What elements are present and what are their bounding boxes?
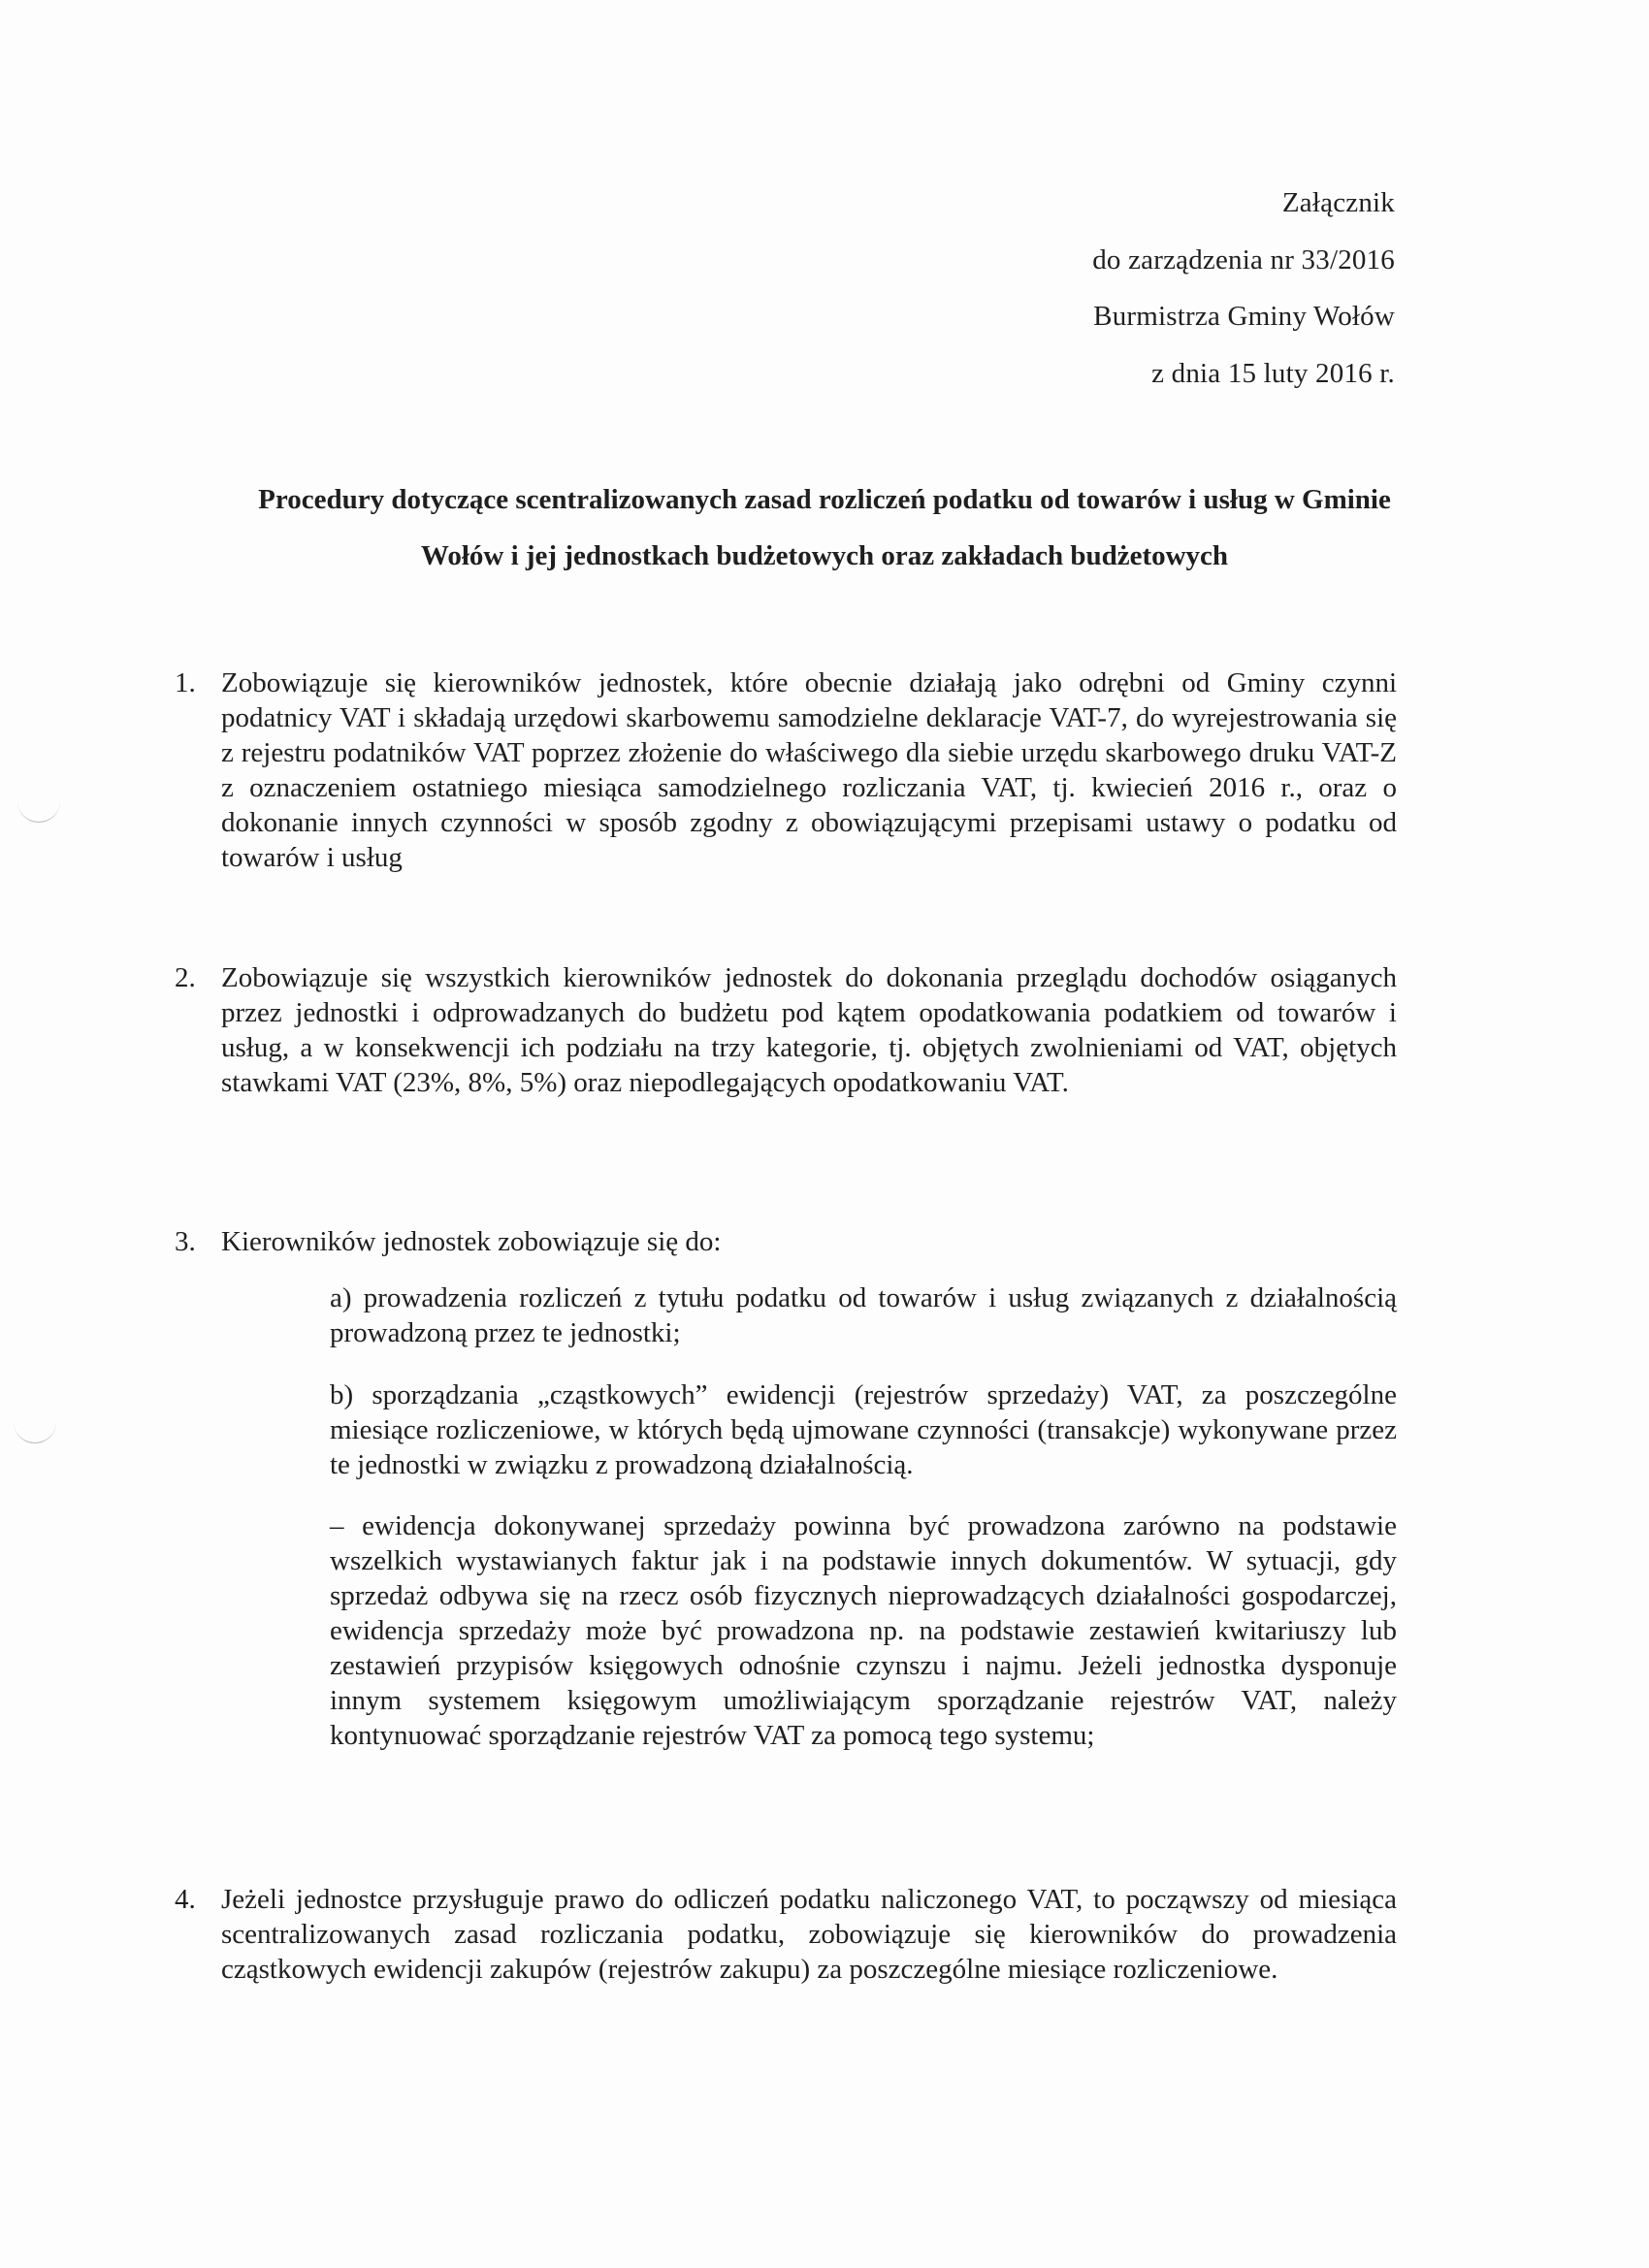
list-item-4 — [175, 1882, 1397, 1987]
issuer-name: Burmistrza Gminy Wołów — [1093, 301, 1395, 332]
list-item-number: 1. — [175, 667, 196, 698]
punch-hole-mark — [14, 1421, 56, 1443]
list-item-number: 2. — [175, 962, 196, 993]
attachment-header — [1092, 175, 1395, 402]
list-item-number: 4. — [175, 1884, 196, 1915]
sub-item-dash: – ewidencja dokonywanej sprzedaży powinna być prowadzona zarówno na podstawie wszelkich wystawianych faktur jak i na podstawie innych dokumentów. W sytuacji, gdy sprzedaż odbywa się na rzecz osób fizycznych nieprowadzących działalności gospodarczej, ewidencja sprzedaży może być prowadzona np. na podstawie zestawień kwitariuszy lub zestawień przypisów księgowych odnośnie czynszu i najmu. Jeżeli jednostka dysponuje innym systemem księgowym umożliwiającym sporządzanie rejestrów VAT, należy kontynuować sporządzanie rejestrów VAT za pomocą tego systemu; — [330, 1510, 1397, 1751]
list-item-3 — [175, 1224, 1397, 1259]
ordinance-reference: do zarządzenia nr 33/2016 — [1092, 243, 1395, 275]
title-line-1: Procedury dotyczące scentralizowanych zasad rozliczeń podatku od towarów i usług w Gminie — [258, 484, 1391, 515]
sub-item-b: b) sporządzania „cząstkowych” ewidencji (rejestrów sprzedaży) VAT, za poszczególne miesiące rozliczeniowe, w których będą ujmowane czynności (transakcje) wykonywane przez te jednostki w związku z prowadzoną działalnością. — [330, 1379, 1397, 1480]
attachment-label: Załącznik — [1281, 187, 1395, 218]
list-item-number: 3. — [175, 1226, 196, 1257]
list-item-text: Zobowiązuje się kierowników jednostek, które obecnie działają jako odrębni od Gminy czynni podatnicy VAT i składają urzędowi skarbowemu samodzielne deklaracje VAT-7, do wyrejestrowania się z rejestru podatników VAT poprzez złożenie do właściwego dla siebie urzędu skarbowego druku VAT-Z z oznaczeniem ostatniego miesiąca samodzielnego rozliczania VAT, tj. kwiecień 2016 r., oraz o dokonanie innych czynności w sposób zgodny z obowiązującymi przepisami ustawy o podatku od towarów i usług — [221, 667, 1397, 873]
list-item-2 — [175, 960, 1397, 1100]
punch-hole-mark — [17, 800, 60, 823]
list-item-text: Kierowników jednostek zobowiązuje się do: — [221, 1226, 722, 1257]
sub-item-a: a) prowadzenia rozliczeń z tytułu podatku od towarów i usług związanych z działalnością prowadzoną przez te jednostki; — [330, 1282, 1397, 1348]
list-item-text: Zobowiązuje się wszystkich kierowników jednostek do dokonania przeglądu dochodów osiąganych przez jednostki i odprowadzanych do budżetu pod kątem opodatkowania podatkiem od towarów i usług, a w konsekwencji ich podziału na trzy kategorie, tj. objętych zwolnieniami od VAT, objętych stawkami VAT (23%, 8%, 5%) oraz niepodlegających opodatkowaniu VAT. — [221, 962, 1397, 1098]
issue-date: z dnia 15 luty 2016 r. — [1151, 357, 1395, 389]
list-item-1 — [175, 665, 1397, 875]
list-item-text: Jeżeli jednostce przysługuje prawo do odliczeń podatku naliczonego VAT, to począwszy od miesiąca scentralizowanych zasad rozliczania podatku, zobowiązuje się kierowników do prowadzenia cząstkowych ewidencji zakupów (rejestrów zakupu) za poszczególne miesiące rozliczeniowe. — [221, 1884, 1397, 1985]
document-title — [126, 471, 1523, 584]
title-line-2: Wołów i jej jednostkach budżetowych oraz zakładach budżetowych — [420, 540, 1229, 571]
